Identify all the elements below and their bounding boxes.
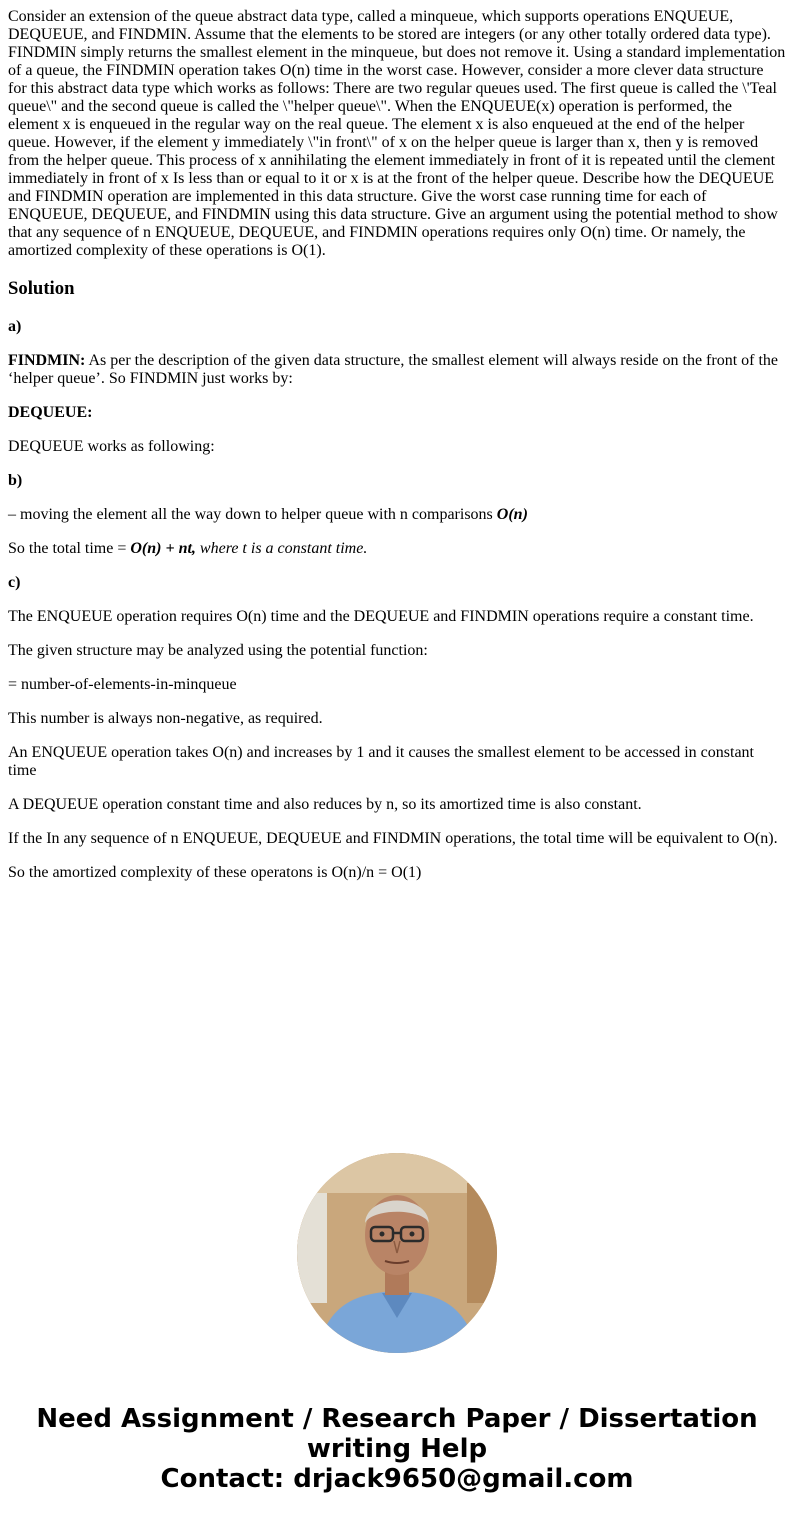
question-text: Consider an extension of the queue abstract data type, called a minqueue, which supports operations ENQUEUE, DEQUEUE, and FINDMIN. Assume that the elements to be stored are integers (or any other totally ordered data type). FINDMIN simply returns the smallest element in the minqueue, but does not remove it. Using a standard implementation of a queue, the FINDMIN operation takes O(n) time in the worst case. However, consider a more clever data structure for this abstract data type which works as follows: There are two regular queues used. The first queue is called the \'Teal queue\" and the second queue is called the \"helper queue\". When the ENQUEUE(x) operation is performed, the element x is enqueued in the regular way on the real queue. The element x is also enqueued at the end of the helper queue. However, if the element y immediately \"in front\" of x on the helper queue is larger than x, then y is removed from the helper queue. This process of x annihilating the element immediately in front of it is repeated until the clement immediately in front of x Is less than or equal to it or x is at the front of the helper queue. Describe how the DEQUEUE and FINDMIN operation are implemented in this data structure. Give the worst case running time for each of ENQUEUE, DEQUEUE, and FINDMIN using this data structure. Give an argument using the potential method to show that any sequence of n ENQUEUE, DEQUEUE, and FINDMIN operations requires only O(n) time. Or namely, the amortized complexity of these operations is O(1). <box>8 8 786 259</box>
dequeue-label-paragraph <box>8 404 786 422</box>
part-b-label <box>8 472 786 490</box>
part-a-label <box>8 318 786 336</box>
author-photo-illustration <box>297 1153 497 1353</box>
part-c-label <box>8 574 786 592</box>
part-c-paragraph-2: The given structure may be analyzed using the potential function: <box>8 642 428 659</box>
author-avatar <box>297 1153 497 1353</box>
part-b-line1 <box>8 506 786 524</box>
part-b-line2-text: So the total time = <box>8 540 131 557</box>
part-b-line2 <box>8 540 786 558</box>
part-b-label-text: b) <box>8 472 23 489</box>
part-b-line1-bold: O(n) <box>496 506 528 523</box>
footer-headline: Need Assignment / Research Paper / Dissertation writing Help <box>36 1404 758 1464</box>
part-c-paragraph-5: An ENQUEUE operation takes O(n) and increases by 1 and it causes the smallest element to be accessed in constant time <box>8 744 754 779</box>
part-c-paragraph-8: So the amortized complexity of these operatons is O(n)/n = O(1) <box>8 864 422 881</box>
part-c-paragraph-7: If the In any sequence of n ENQUEUE, DEQUEUE and FINDMIN operations, the total time will be equivalent to O(n). <box>8 830 778 847</box>
part-b-line2-italic: where t is a constant time. <box>195 540 368 557</box>
part-b-line2-bold: O(n) + nt, <box>130 540 196 557</box>
part-b-line1-text: – moving the element all the way down to helper queue with n comparisons <box>8 506 497 523</box>
part-c-paragraph-3: = number-of-elements-in-minqueue <box>8 676 237 693</box>
footer-banner <box>0 1404 794 1494</box>
footer-contact: Contact: drjack9650@gmail.com <box>160 1464 634 1494</box>
solution-heading: Solution <box>8 278 75 299</box>
part-c-paragraph-6: A DEQUEUE operation constant time and also reduces by n, so its amortized time is also constant. <box>8 796 642 813</box>
findmin-paragraph <box>8 352 786 388</box>
findmin-label: FINDMIN: <box>8 352 86 369</box>
part-c-paragraph-1: The ENQUEUE operation requires O(n) time and the DEQUEUE and FINDMIN operations require a constant time. <box>8 608 754 625</box>
part-a-label-text: a) <box>8 318 22 335</box>
dequeue-text: DEQUEUE works as following: <box>8 438 215 455</box>
dequeue-label: DEQUEUE: <box>8 404 93 421</box>
part-c-label-text: c) <box>8 574 21 591</box>
findmin-text: As per the description of the given data structure, the smallest element will always reside on the front of the ‘helper queue’. So FINDMIN just works by: <box>8 352 779 387</box>
part-c-paragraph-4: This number is always non-negative, as required. <box>8 710 323 727</box>
